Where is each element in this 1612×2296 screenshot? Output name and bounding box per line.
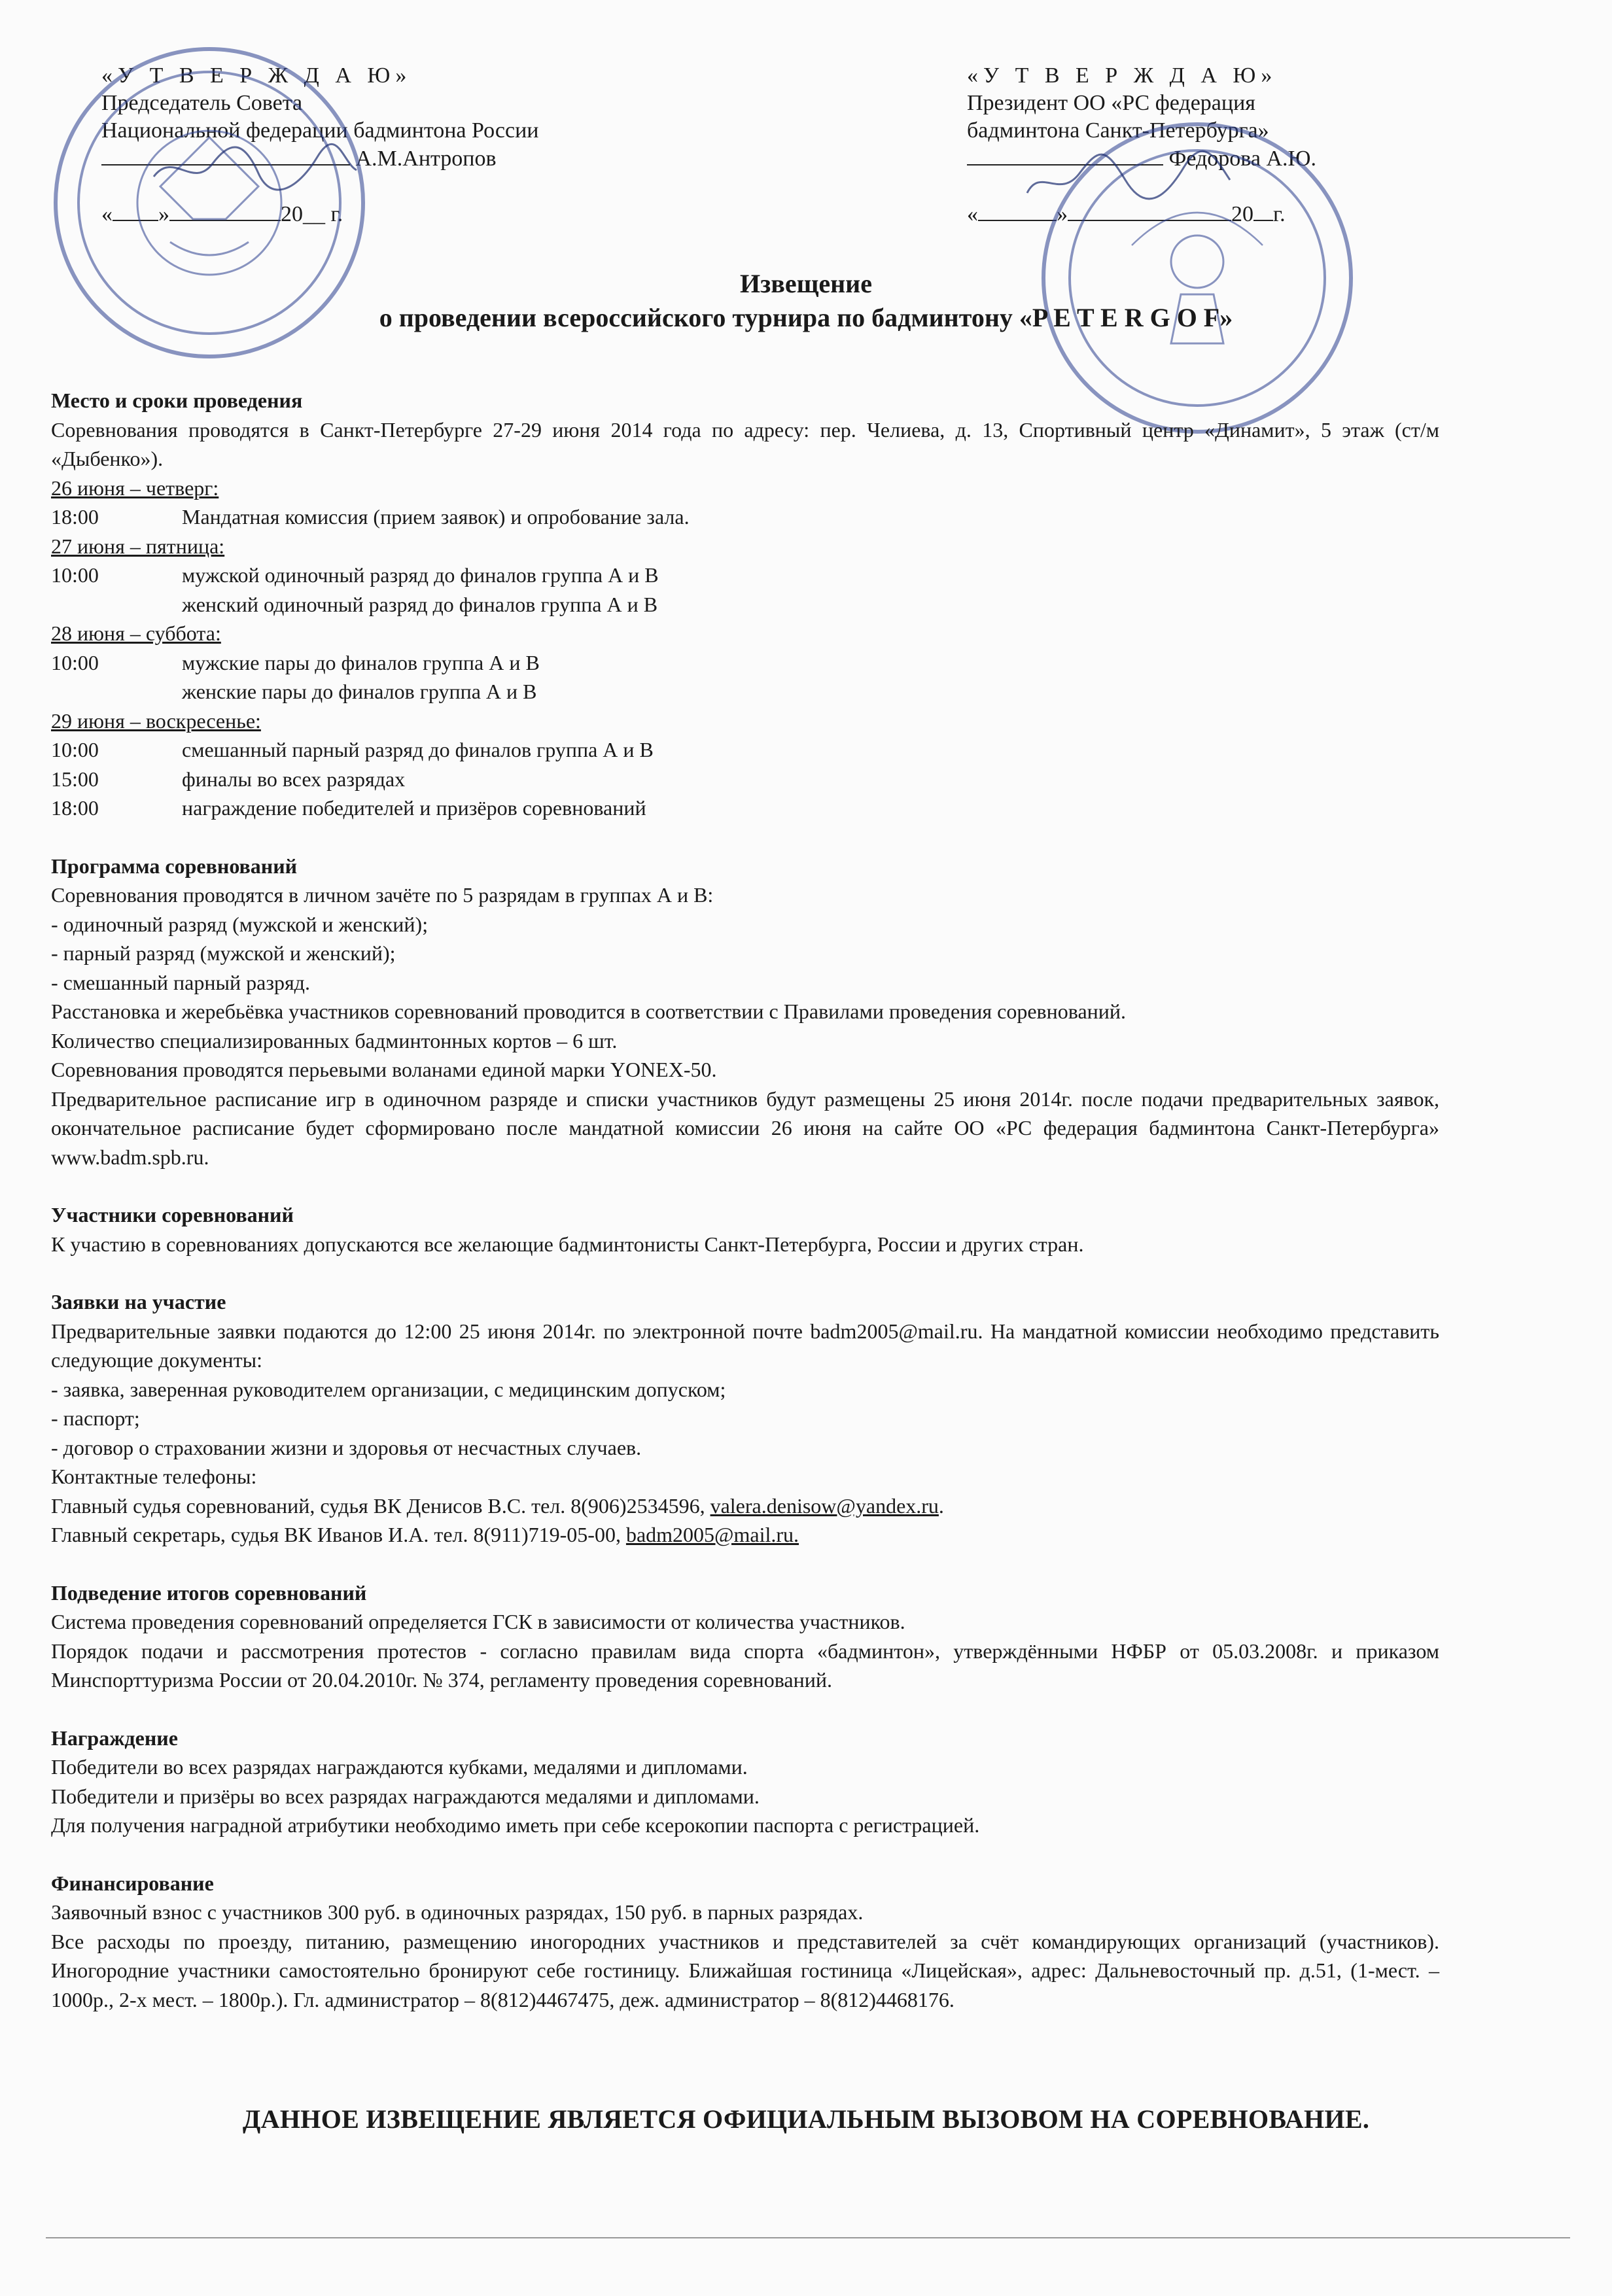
schedule-time: 15:00	[51, 767, 99, 791]
schedule-row	[51, 793, 1439, 823]
results-line: Система проведения соревнований определяется ГСК в зависимости от количества участников.	[51, 1610, 905, 1633]
awards-line: Для получения наградной атрибутики необходимо иметь при себе ксерокопии паспорта с регистрацией.	[51, 1813, 980, 1837]
right-approval-line2: бадминтона Санкт-Петербурга»	[967, 118, 1269, 143]
right-date-mid: »	[1057, 202, 1068, 226]
financing-heading: Финансирование	[51, 1871, 214, 1895]
schedule-time: 18:00	[51, 796, 99, 820]
applications-line: - паспорт;	[51, 1406, 140, 1430]
schedule-row	[51, 735, 1439, 765]
program-line: Соревнования проводятся в личном зачёте по 5 разрядам в группах А и В:	[51, 883, 714, 907]
schedule-text: мужские пары до финалов группа А и В	[182, 650, 540, 674]
schedule-row	[51, 502, 1439, 532]
schedule-row	[51, 648, 1439, 678]
schedule-time: 18:00	[51, 505, 99, 529]
left-approval-line2: Национальной федерации бадминтона России	[101, 118, 539, 143]
title-line2: о проведении всероссийского турнира по бадминтону «P E T E R G O F»	[379, 303, 1233, 332]
document-title	[0, 267, 1612, 335]
awards-line: Победители и призёры во всех разрядах награждаются медалями и дипломами.	[51, 1784, 760, 1808]
right-approval-signer: Федорова А.Ю.	[1168, 147, 1316, 171]
contact1-text: Главный судья соревнований, судья ВК Денисов В.С. тел. 8(906)2534596,	[51, 1493, 710, 1518]
day-date: 29 июня – воскресенье:	[51, 708, 261, 733]
title-line1: Извещение	[740, 269, 872, 298]
applications-line: Контактные телефоны:	[51, 1465, 257, 1488]
left-date-year: 20__ г.	[281, 202, 343, 226]
place-text: Соревнования проводятся в Санкт-Петербурге 27-29 июня 2014 года по адресу: пер. Челиева, д. 13, Спортивный центр «Динамит», 5 этаж (ст/м «Дыбенко»).	[51, 417, 1439, 470]
place-heading: Место и сроки проведения	[51, 389, 303, 412]
document-body	[51, 386, 1439, 2014]
contact-line-1	[51, 1491, 1439, 1521]
day-date: 26 июня – четверг:	[51, 476, 219, 500]
applications-line: Предварительные заявки подаются до 12:00 25 июня 2014г. по электронной почте badm2005@mail.ru. На мандатной комиссии необходимо представить следующие документы:	[51, 1319, 1439, 1372]
left-date-open: «	[101, 202, 113, 226]
results-heading: Подведение итогов соревнований	[51, 1580, 367, 1605]
signature-right-icon	[1021, 141, 1236, 213]
applications-line: - договор о страховании жизни и здоровья от несчастных случаев.	[51, 1435, 642, 1459]
results-line: Порядок подачи и рассмотрения протестов - согласно правилам вида спорта «бадминтон», утверждёнными НФБР от 05.03.2008г. и приказом Минспорттуризма России от 20.04.2010г. № 374, регламенту проведения соревнований.	[51, 1639, 1439, 1692]
program-line: Расстановка и жеребьёвка участников соревнований проводится в соответствии с Правилами проведения соревнований.	[51, 1000, 1127, 1023]
section-gap	[51, 1840, 1439, 1869]
day-date: 28 июня – суббота:	[51, 621, 221, 645]
section-gap	[51, 823, 1439, 852]
schedule-text: женский одиночный разряд до финалов группа А и В	[182, 592, 658, 616]
schedule-time: 10:00	[51, 738, 99, 761]
program-line: - смешанный парный разряд.	[51, 970, 310, 994]
schedule-text: Мандатная комиссия (прием заявок) и опробование зала.	[182, 505, 690, 529]
section-gap	[51, 1172, 1439, 1200]
left-approval-line1: Председатель Совета	[101, 91, 303, 115]
program-line: - парный разряд (мужской и женский);	[51, 941, 396, 965]
right-date-open: «	[967, 202, 978, 226]
contact2-text: Главный секретарь, судья ВК Иванов И.А. тел. 8(911)719-05-00,	[51, 1523, 626, 1546]
schedule-text: мужской одиночный разряд до финалов группа А и В	[182, 563, 659, 587]
schedule-row	[51, 561, 1439, 590]
schedule-text: награждение победителей и призёров соревнований	[182, 796, 646, 820]
section-gap	[51, 1259, 1439, 1287]
awards-line: Победители во всех разрядах награждаются кубками, медалями и дипломами.	[51, 1755, 748, 1779]
section-gap	[51, 1695, 1439, 1724]
schedule-text: финалы во всех разрядах	[182, 767, 406, 791]
schedule-row	[51, 677, 1439, 706]
contact-line-2	[51, 1520, 1439, 1550]
section-gap	[51, 1550, 1439, 1578]
left-approval-signer: А.М.Антропов	[355, 147, 497, 171]
schedule-row	[51, 765, 1439, 794]
contact1-email-link[interactable]: valera.denisow@yandex.ru	[710, 1493, 939, 1518]
schedule-text: женские пары до финалов группа А и В	[182, 680, 537, 703]
financing-line: Все расходы по проезду, питанию, размещению иногородних участников и представителей за счёт командирующих организаций (участников). Иногородние участники самостоятельно бронируют себе гостиницу. Ближайшая гостиница «Лицейская», адрес: Дальневосточный пр. д.51, (1-мест. – 1000р., 2-х мест. – 1800р.). Гл. администратор – 8(812)4467475, деж. администратор – 8(812)4468176.	[51, 1929, 1439, 2011]
participants-text: К участию в соревнованиях допускаются все желающие бадминтонисты Санкт-Петербурга, России и других стран.	[51, 1232, 1084, 1256]
left-date-mid: »	[158, 202, 169, 226]
schedule-time: 10:00	[51, 563, 99, 587]
program-line: Количество специализированных бадминтонных кортов – 6 шт.	[51, 1028, 618, 1052]
applications-line: - заявка, заверенная руководителем организации, с медицинским допуском;	[51, 1377, 726, 1401]
right-approval-header: «У Т В Е Р Ж Д А Ю»	[967, 63, 1278, 88]
schedule-row	[51, 590, 1439, 619]
participants-heading: Участники соревнований	[51, 1203, 294, 1226]
right-date-year-end: г.	[1273, 202, 1286, 226]
applications-heading: Заявки на участие	[51, 1290, 226, 1313]
day-date: 27 июня – пятница:	[51, 534, 225, 558]
right-approval-line1: Президент ОО «РС федерация	[967, 91, 1255, 115]
page-bottom-divider	[46, 2237, 1570, 2238]
schedule-time	[51, 677, 182, 706]
program-line: Предварительное расписание игр в одиночном разряде и списки участников будут размещены 25 июня 2014г. после подачи предварительных заявок, окончательное расписание будет сформировано после мандатной комиссии 26 июня на сайте ОО «РС федерация бадминтона Санкт-Петербурга» www.badm.spb.ru.	[51, 1087, 1439, 1169]
program-line: Соревнования проводятся перьевыми воланами единой марки YONEX-50.	[51, 1058, 717, 1081]
signature-left-icon	[147, 137, 363, 196]
right-date-year: 20	[1231, 202, 1253, 226]
program-line: - одиночный разряд (мужской и женский);	[51, 912, 429, 936]
program-heading: Программа соревнований	[51, 854, 298, 878]
final-notice: ДАННОЕ ИЗВЕЩЕНИЕ ЯВЛЯЕТСЯ ОФИЦИАЛЬНЫМ ВЫЗОВОМ НА СОРЕВНОВАНИЕ.	[242, 2104, 1370, 2134]
left-approval-header: «У Т В Е Р Ж Д А Ю»	[101, 63, 412, 88]
schedule-time: 10:00	[51, 650, 99, 674]
financing-line: Заявочный взнос с участников 300 руб. в одиночных разрядах, 150 руб. в парных разрядах.	[51, 1900, 864, 1924]
awards-heading: Награждение	[51, 1726, 178, 1750]
contact1-end: .	[938, 1493, 944, 1518]
schedule-text: смешанный парный разряд до финалов группа А и В	[182, 738, 654, 761]
schedule-time	[51, 590, 182, 619]
contact2-email-link[interactable]: badm2005@mail.ru.	[625, 1523, 799, 1546]
